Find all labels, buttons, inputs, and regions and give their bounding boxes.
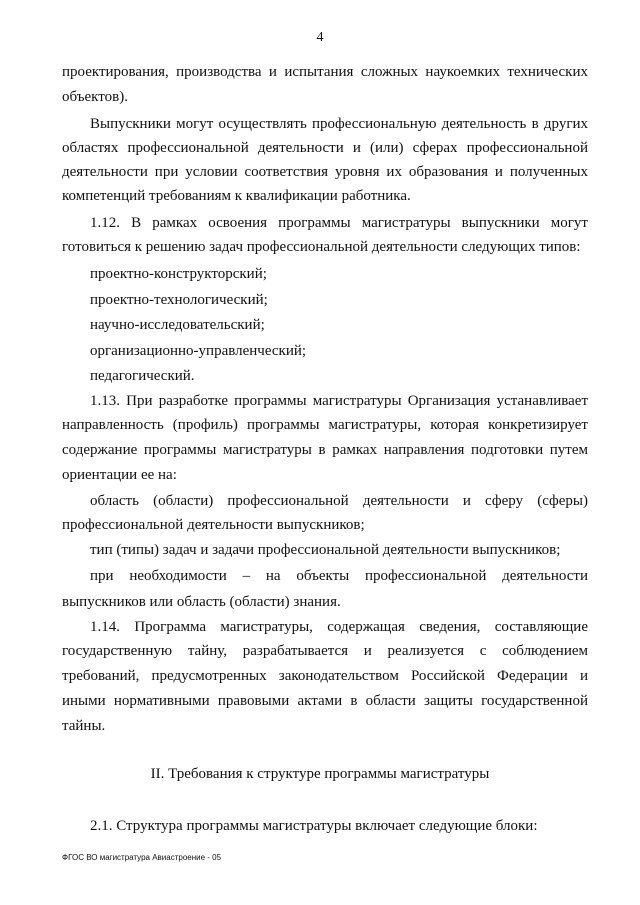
text-line: выпускников или область (области) знания. xyxy=(62,594,341,610)
text-line: содержание программы магистратуры в рамках направления подготовки путем xyxy=(62,442,588,458)
text-line: проектирования, производства и испытания сложных наукоемких технических xyxy=(62,64,588,80)
list-item: педагогический. xyxy=(90,368,195,384)
text-line: 1.12. В рамках освоения программы магистратуры выпускники могут xyxy=(90,215,588,231)
text-line: Выпускники могут осуществлять профессиональную деятельность в других xyxy=(90,116,588,132)
text-line: область (области) профессиональной деятельности и сферу (сферы) xyxy=(90,493,588,509)
text-line: деятельности при условии соответствия уровня их образования и полученных xyxy=(62,164,588,180)
text-line: объектов). xyxy=(62,89,128,105)
page-number: 4 xyxy=(316,30,324,45)
text-line: государственную тайну, разрабатывается и реализуется с соблюдением xyxy=(62,643,588,659)
footer-text: ФГОС ВО магистратура Авиастроение - 05 xyxy=(62,853,222,862)
text-line: ориентации ее на: xyxy=(62,467,177,483)
section-heading: II. Требования к структуре программы магистратуры xyxy=(150,766,490,782)
list-item: проектно-технологический; xyxy=(90,292,268,308)
text-line: иными нормативными правовыми актами в области защиты государственной xyxy=(62,693,588,709)
text-line: при необходимости – на объекты профессиональной деятельности xyxy=(90,568,588,584)
text-line: областях профессиональной деятельности и (или) сферах профессиональной xyxy=(62,140,588,156)
list-item: организационно-управленческий; xyxy=(90,343,307,359)
list-item: проектно-конструкторский; xyxy=(90,266,267,282)
text-line: тип (типы) задач и задачи профессиональной деятельности выпускников; xyxy=(90,542,561,558)
text-line: направленность (профиль) программы магистратуры, которая конкретизирует xyxy=(62,417,588,433)
text-line: требований, предусмотренных законодательством Российской Федерации и xyxy=(62,668,588,684)
text-line: тайны. xyxy=(62,718,106,734)
list-item: научно-исследовательский; xyxy=(90,317,265,333)
text-line: профессиональной деятельности выпускников; xyxy=(62,517,365,533)
text-line: 2.1. Структура программы магистратуры включает следующие блоки: xyxy=(90,818,538,834)
text-line: компетенций требованиям к квалификации работника. xyxy=(62,188,411,204)
text-line: готовиться к решению задач профессиональной деятельности следующих типов: xyxy=(62,239,581,255)
text-line: 1.13. При разработке программы магистратуры Организация устанавливает xyxy=(90,393,588,409)
text-line: 1.14. Программа магистратуры, содержащая сведения, составляющие xyxy=(90,619,588,635)
